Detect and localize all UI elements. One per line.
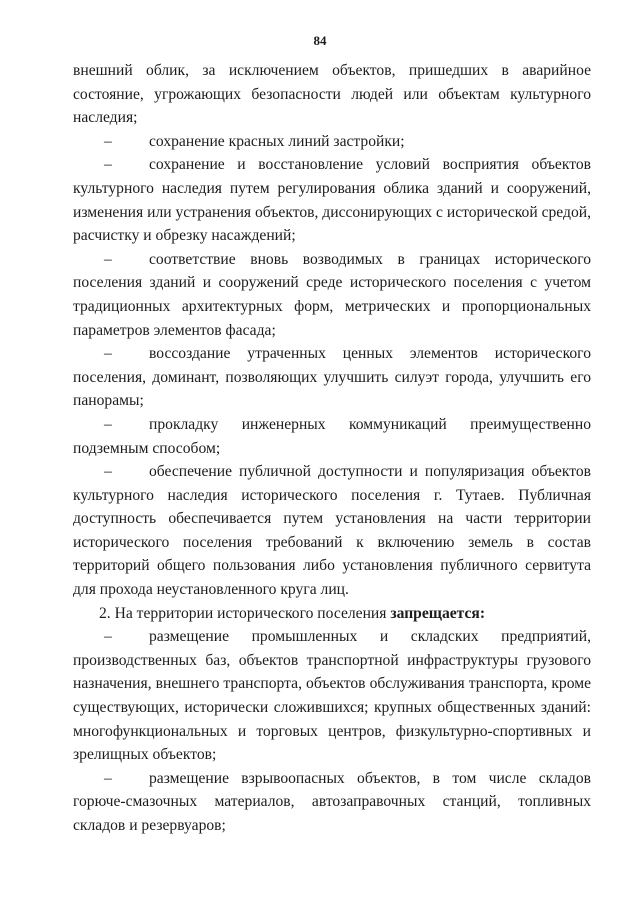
dash-marker: – — [104, 132, 112, 150]
list-item-text: обеспечение публичной доступности и популяризация объектов культурного наследия исторического поселения г. Тутаев. Публичная доступность обеспечивается путем установления на части территории исторического поселения требований к включению земель в состав территорий общего пользования либо установления публичного сервитута для прохода неустановленного круга лиц. — [73, 463, 591, 599]
paragraph-text: внешний облик, за исключением объектов, пришедших в аварийное состояние, угрожающих безопасности людей или объектам культурного наследия; — [73, 62, 591, 127]
page-number: 84 — [313, 33, 327, 48]
list-item-text: сохранение и восстановление условий восприятия объектов культурного наследия путем регулирования облика зданий и сооружений, изменения или устранения объектов, диссонирующих с исторической средой, расчистку и обрезку насаждений; — [73, 156, 591, 245]
list-item — [73, 413, 591, 460]
numbered-paragraph — [73, 602, 591, 626]
dash-marker: – — [104, 250, 112, 268]
emphasis-text: запрещается: — [390, 604, 486, 622]
document-body — [73, 59, 591, 838]
list-item — [73, 460, 591, 602]
list-item-text: сохранение красных линий застройки; — [149, 132, 405, 150]
list-item — [73, 153, 591, 247]
dash-marker: – — [104, 156, 112, 174]
list-item — [73, 342, 591, 413]
list-item — [73, 130, 591, 154]
list-item-text: соответствие вновь возводимых в границах исторического поселения зданий и сооружений среде исторического поселения с учетом традиционных архитектурных форм, метрических и пропорциональных параметров элементов фасада; — [73, 250, 591, 339]
list-item — [73, 625, 591, 767]
numbered-paragraph-text: 2. На территории исторического поселения — [99, 604, 391, 622]
dash-marker: – — [104, 769, 112, 787]
list-item — [73, 767, 591, 838]
dash-marker: – — [104, 628, 112, 646]
dash-marker: – — [104, 463, 112, 481]
list-item — [73, 248, 591, 342]
dash-marker: – — [104, 415, 112, 433]
list-item-text: прокладку инженерных коммуникаций преимущественно подземным способом; — [73, 415, 591, 457]
list-item-text: воссоздание утраченных ценных элементов исторического поселения, доминант, позволяющих улучшить силуэт города, улучшить его панорамы; — [73, 345, 591, 410]
list-item-text: размещение промышленных и складских предприятий, производственных баз, объектов транспортной инфраструктуры грузового назначения, внешнего транспорта, объектов обслуживания транспорта, кроме существующих, исторически сложившихся; крупных общественных зданий: многофункциональных и торговых центров, физкультурно-спортивных и зрелищных объектов; — [73, 628, 591, 764]
paragraph-continuation — [73, 59, 591, 130]
list-item-text: размещение взрывоопасных объектов, в том числе складов горюче-смазочных материалов, автозаправочных станций, топливных складов и резервуаров; — [73, 769, 591, 834]
dash-marker: – — [104, 345, 112, 363]
